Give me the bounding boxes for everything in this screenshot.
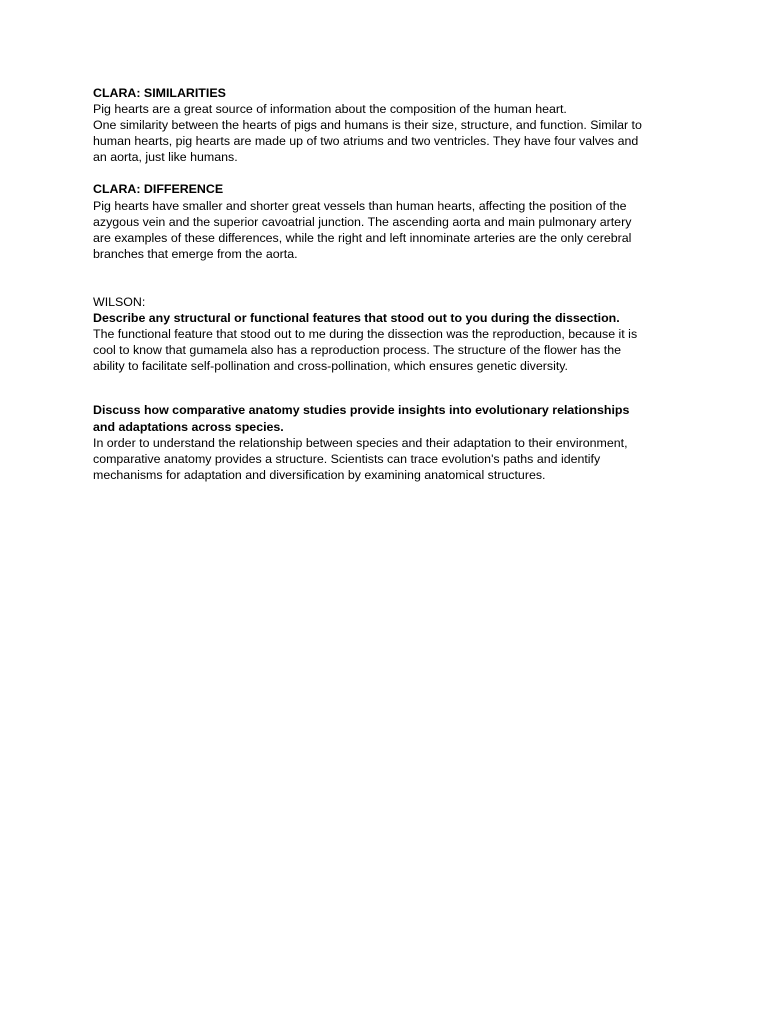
body-line: Pig hearts are a great source of information about the composition of the human heart. bbox=[93, 102, 567, 117]
body-line: ability to facilitate self-pollination and cross-pollination, which ensures genetic diversity. bbox=[93, 359, 568, 374]
clara-difference-section bbox=[93, 181, 668, 261]
body-line: mechanisms for adaptation and diversification by examining anatomical structures. bbox=[93, 467, 546, 482]
section-heading: WILSON: bbox=[93, 294, 146, 309]
body-line: azygous vein and the superior cavoatrial junction. The ascending aorta and main pulmonary artery bbox=[93, 214, 632, 229]
spacer bbox=[93, 165, 668, 181]
body-line: an aorta, just like humans. bbox=[93, 150, 238, 165]
body-line: cool to know that gumamela also has a reproduction process. The structure of the flower has the bbox=[93, 343, 622, 358]
wilson-section bbox=[93, 294, 668, 374]
body-line: are examples of these differences, while the right and left innominate arteries are the only cerebral bbox=[93, 230, 632, 245]
section-heading: CLARA: SIMILARITIES bbox=[93, 86, 226, 100]
question-text: and adaptations across species. bbox=[93, 419, 284, 434]
body-line: branches that emerge from the aorta. bbox=[93, 246, 298, 261]
body-line: Pig hearts have smaller and shorter great vessels than human hearts, affecting the position of the bbox=[93, 198, 627, 213]
body-line: One similarity between the hearts of pigs and humans is their size, structure, and function. Similar to bbox=[93, 118, 642, 133]
spacer bbox=[93, 262, 668, 294]
question-text: Describe any structural or functional features that stood out to you during the dissection. bbox=[93, 311, 620, 326]
section-heading: CLARA: DIFFERENCE bbox=[93, 182, 224, 197]
body-line: In order to understand the relationship between species and their adaptation to their environment, bbox=[93, 435, 628, 450]
body-line: The functional feature that stood out to me during the dissection was the reproduction, because it is bbox=[93, 327, 638, 342]
document-page bbox=[93, 85, 668, 483]
body-line: human hearts, pig hearts are made up of two atriums and two ventricles. They have four valves and bbox=[93, 134, 639, 149]
comparative-anatomy-section bbox=[93, 402, 668, 482]
clara-similarities-section bbox=[93, 85, 668, 165]
question-text: Discuss how comparative anatomy studies provide insights into evolutionary relationships bbox=[93, 403, 630, 418]
spacer bbox=[93, 374, 668, 402]
body-line: comparative anatomy provides a structure. Scientists can trace evolution's paths and identify bbox=[93, 451, 601, 466]
